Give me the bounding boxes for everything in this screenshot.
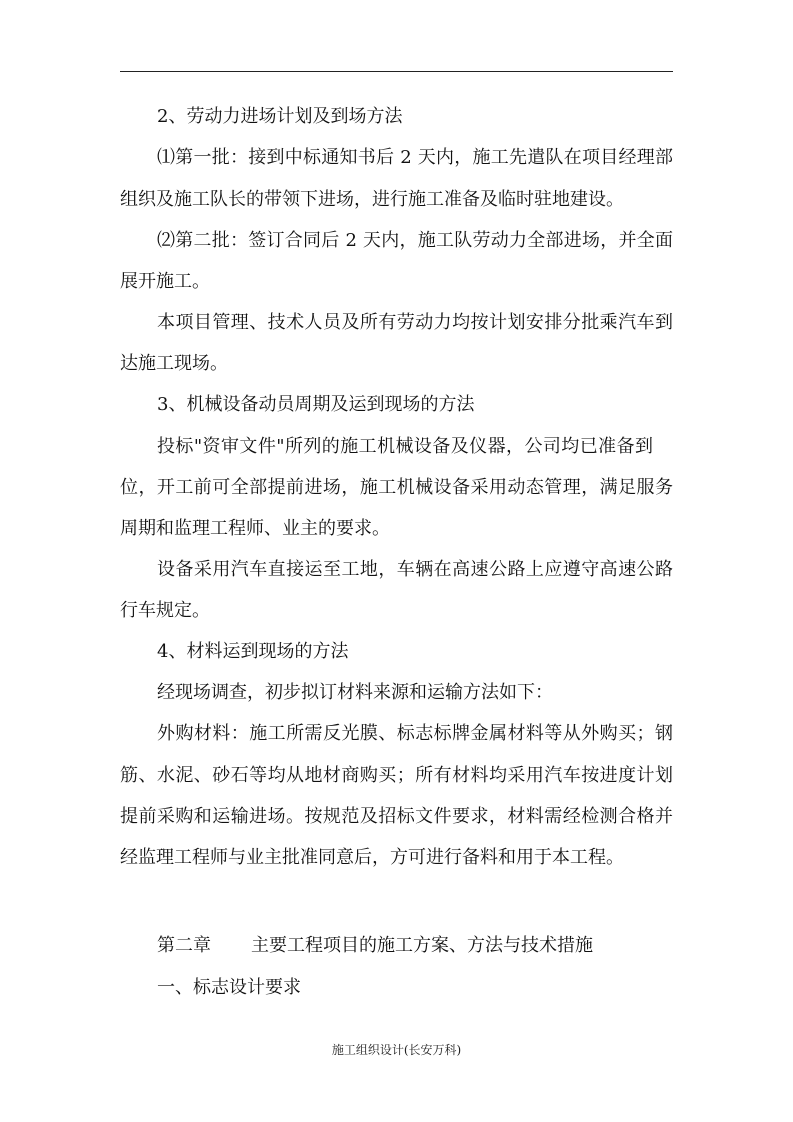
paragraph-line: 提前采购和运输进场。按规范及招标文件要求，材料需经检测合格并 (120, 806, 673, 827)
paragraph-line: 外购材料：施工所需反光膜、标志标牌金属材料等从外购买；钢 (157, 723, 673, 744)
heading-labor-plan: 2、劳动力进场计划及到场方法 (157, 106, 403, 127)
paragraph-line: 行车规定。 (120, 600, 210, 621)
section-heading: 一、标志设计要求 (157, 977, 301, 998)
paragraph-line: 组织及施工队长的带领下进场，进行施工准备及临时驻地建设。 (120, 189, 624, 210)
paragraph-line: 设备采用汽车直接运至工地，车辆在高速公路上应遵守高速公路 (157, 559, 673, 580)
heading-equipment: 3、机械设备动员周期及运到现场的方法 (157, 394, 475, 415)
paragraph-line: 展开施工。 (120, 271, 210, 292)
paragraph-line: ⑴第一批：接到中标通知书后 2 天内，施工先遣队在项目经理部 (157, 147, 673, 168)
paragraph-line: ⑵第二批：签订合同后 2 天内，施工队劳动力全部进场，并全面 (157, 230, 673, 251)
chapter-heading (157, 935, 673, 957)
paragraph-line: 经现场调查，初步拟订材料来源和运输方法如下： (157, 682, 553, 703)
paragraph-line: 达施工现场。 (120, 353, 228, 374)
paragraph-line: 位，开工前可全部提前进场，施工机械设备采用动态管理，满足服务 (120, 477, 673, 498)
chapter-number: 第二章 (157, 935, 211, 956)
paragraph-line: 周期和监理工程师、业主的要求。 (120, 518, 390, 539)
paragraph-line: 经监理工程师与业主批准同意后，方可进行备料和用于本工程。 (120, 847, 624, 868)
header-rule (120, 71, 673, 72)
chapter-title: 主要工程项目的施工方案、方法与技术措施 (251, 935, 593, 956)
paragraph-line: 筋、水泥、砂石等均从地材商购买；所有材料均采用汽车按进度计划 (120, 765, 673, 786)
paragraph-line: 投标"资审文件"所列的施工机械设备及仪器，公司均已准备到 (157, 436, 653, 457)
heading-materials: 4、材料运到现场的方法 (157, 641, 349, 662)
page-footer: 施工组织设计(长安万科) (331, 1043, 462, 1057)
paragraph-line: 本项目管理、技术人员及所有劳动力均按计划安排分批乘汽车到 (157, 312, 673, 333)
